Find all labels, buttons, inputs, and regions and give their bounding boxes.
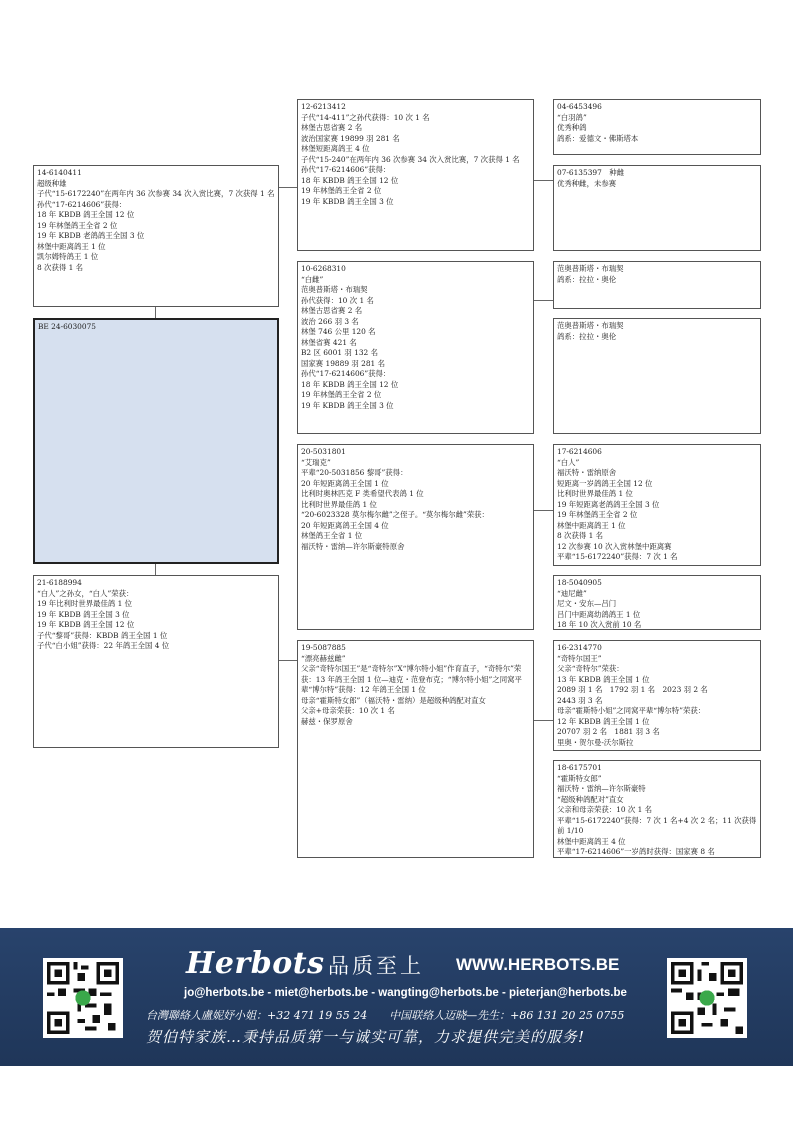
- connector: [533, 510, 553, 511]
- pedigree-line: 短距离一岁鸽鸽王全国 12 位: [557, 478, 653, 488]
- dam-sire-box: [297, 444, 534, 630]
- pedigree-line: 父亲“奇特尔”荣获：: [557, 664, 624, 673]
- pedigree-line: 福沃特・雷纳原舍: [557, 468, 617, 477]
- pedigree-line: 19 年短距离老鸽鸽王全国 3 位: [557, 499, 660, 509]
- ring-number: 18-6175701: [557, 763, 602, 772]
- connector: [155, 306, 156, 318]
- pedigree-line: 范奥普斯塔・布瑞契: [301, 285, 368, 294]
- sdd-box: [553, 318, 761, 434]
- pedigree-line: 国家赛 19889 羽 281 名: [301, 358, 385, 368]
- footer-banner: [0, 928, 793, 1066]
- pedigree-line: 林堡中距离鸽王 4 位: [557, 836, 626, 846]
- dds-box: [553, 640, 761, 751]
- pedigree-line: 孙代“17-6214606”获得：: [301, 369, 391, 378]
- pedigree-line: 12 次参赛 10 次入赏林堡中距离赛: [557, 541, 672, 551]
- pedigree-line: 19 年 KBDB 鸽王全国 3 位: [301, 400, 394, 410]
- pedigree-line: 林堡中距离鸽王 1 位: [37, 241, 106, 251]
- connector: [533, 720, 553, 721]
- pedigree-line: 平辈“15-6172240”获得：7 次 1 名: [557, 552, 678, 561]
- pedigree-line: 父亲和母亲荣获：10 次 1 名: [557, 805, 653, 814]
- pedigree-line: 母亲“霍斯特小姐”之同窝平辈“博尔特”荣获：: [557, 706, 706, 715]
- pedigree-line: 母亲“霍斯特女郎”（福沃特・雷纳）是超级种鸽配对直女: [301, 695, 486, 705]
- pedigree-line: “艾瑞克”: [301, 457, 331, 467]
- pedigree-line: 林堡短距离鸽王 4 位: [301, 144, 370, 153]
- dss-box: [553, 444, 761, 566]
- pedigree-line: 18 年 10 次入赏前 10 名: [557, 620, 642, 629]
- pedigree-line: 2089 羽 1 名 1792 羽 1 名 2023 羽 2 名: [557, 685, 708, 694]
- pedigree-line: 平辈“17-6214606”一岁鸽时获得：国家赛 8 名: [557, 847, 715, 856]
- pedigree-line: 孙代“17-6214606”获得：: [37, 199, 127, 209]
- qr-code-icon: [43, 958, 123, 1038]
- dsd-box: [553, 575, 761, 630]
- pedigree-line: 孙代“17-6214606”获得：: [301, 165, 391, 174]
- motto: 贺伯特家族…秉持品质第一与诚实可靠，力求提供完美的服务!: [146, 1028, 586, 1046]
- pedigree-line: 19 年 KBDB 鸽王全国 3 位: [301, 196, 394, 206]
- ring-number: 16-2314770: [557, 643, 602, 652]
- pedigree-line: 19 年林堡鸽王全省 2 位: [301, 186, 382, 195]
- pedigree-line: 18 年 KBDB 鸽王全国 12 位: [301, 379, 399, 389]
- pedigree-line: 比利时世界最佳鸽 1 位: [557, 489, 633, 498]
- sire-box: [33, 165, 279, 307]
- pedigree-line: 波治 266 羽 3 名: [301, 316, 359, 326]
- pedigree-line: 优秀种雌，未参赛: [557, 178, 617, 188]
- ring-number: 18-5040905: [557, 578, 602, 587]
- ring-number: 10-6268310: [301, 264, 346, 273]
- pedigree-line: 父亲+母亲荣获：10 次 1 名: [301, 706, 395, 715]
- pedigree-line: 吕门中距离幼鸽鸽王 1 位: [557, 609, 641, 619]
- wechat-qr-code-icon: [667, 958, 747, 1038]
- ring-number: 17-6214606: [557, 447, 602, 456]
- pedigree-line: 19 年林堡鸽王全省 2 位: [37, 220, 118, 230]
- ddd-box: [553, 760, 761, 858]
- pedigree-line: “漂亮赫兹雌”: [301, 653, 346, 663]
- pedigree-line: “白雌”: [301, 274, 324, 284]
- ring-number: 范奥普斯塔・布瑞契: [557, 264, 624, 273]
- ring-number: 14-6140411: [37, 168, 82, 177]
- pedigree-line: 父亲“奇特尔国王”是“奇特尔”X“博尔特小姐”作育直子，“奇特尔”荣获：13 年鸽王全国 1 位—迪克・范登布克；“博尔特小姐”之同窝平辈“博尔特”获得：12 年鸽王全国 1 位: [301, 664, 522, 694]
- pedigree-line: 平辈“15-6172240”获得：7 次 1 名+4 次 2 名；11 次获得前 1/10: [557, 815, 757, 835]
- pedigree-line: 孙代获得：10 次 1 名: [301, 295, 374, 305]
- sss-box: [553, 99, 761, 155]
- pedigree-line: “霍斯特女郎”: [557, 773, 602, 783]
- phone-contacts: 台灣聯絡人盧妮妤小姐：+32 471 19 55 24 中国联络人迈晓—先生：+86 131 20 25 0755: [146, 1009, 625, 1022]
- pedigree-line: 20707 羽 2 名 1881 羽 3 名: [557, 727, 660, 736]
- ring-number: 范奥普斯塔・布瑞契: [557, 321, 624, 330]
- pedigree-line: 19 年 KBDB 鸽王全国 3 位: [37, 609, 130, 619]
- pedigree-line: 18 年 KBDB 鸽王全国 12 位: [37, 210, 135, 219]
- pedigree-line: 尼文・安东—吕门: [557, 599, 617, 608]
- pedigree-line: 福沃特・雷纳—许尔斯豪特: [557, 784, 646, 793]
- ring-number: 12-6213412: [301, 102, 346, 111]
- pedigree-line: 18 年 KBDB 鸽王全国 12 位: [301, 175, 399, 185]
- pedigree-line: 鸽系：爱德文・佛斯塔本: [557, 133, 639, 143]
- ring-number: 04-6453496: [557, 102, 602, 111]
- connector: [278, 187, 298, 188]
- pedigree-line: “超级种鸽配对”直女: [557, 794, 624, 804]
- pedigree-line: B2 区 6001 羽 132 名: [301, 348, 378, 357]
- pedigree-line: 林堡鸽王全省 1 位: [301, 531, 363, 540]
- pedigree-line: 凯尔姆特鸽王 1 位: [37, 252, 99, 261]
- pedigree-line: “20-6023328 莫尔梅尔雌”之侄子。“莫尔梅尔雌”荣获：: [301, 510, 489, 519]
- pedigree-line: 子代“15-240”在两年内 36 次参赛 34 次入赏比赛，7 次获得 1 名: [301, 154, 520, 164]
- pedigree-line: 林堡古思省赛 2 名: [301, 123, 363, 132]
- pedigree-line: 比利时世界最佳鸽 1 位: [301, 499, 377, 509]
- sds-box: [553, 261, 761, 309]
- pedigree-line: 里奥・贺尔曼-沃尔斯拉: [557, 737, 634, 747]
- pedigree-line: 19 年林堡鸽王全省 2 位: [301, 390, 382, 399]
- ring-number: 20-5031801: [301, 447, 346, 456]
- email-contacts[interactable]: jo@herbots.be - miet@herbots.be - wangting@herbots.be - pieterjan@herbots.be: [184, 987, 627, 999]
- pedigree-line: 鸽系：拉拉・奥伦: [557, 331, 617, 341]
- slogan: 品质至上: [328, 954, 424, 978]
- sire-sire-box: [297, 99, 534, 251]
- pedigree-line: “白羽鸽”: [557, 112, 587, 122]
- pedigree-line: 2443 羽 3 名: [557, 695, 603, 705]
- pedigree-line: 波治国家赛 19899 羽 281 名: [301, 133, 400, 143]
- pedigree-line: 19 年 KBDB 鸽王全国 12 位: [37, 620, 135, 629]
- pedigree-line: 8 次获得 1 名: [37, 262, 84, 272]
- pedigree-line: 超级种雄: [37, 178, 67, 188]
- pedigree-line: “奇特尔国王”: [557, 653, 602, 663]
- dam-box: [33, 575, 279, 748]
- herbots-logo: Herbots: [186, 946, 325, 981]
- connector: [533, 300, 553, 301]
- pedigree-line: 福沃特・雷纳—许尔斯豪特原舍: [301, 541, 405, 551]
- sire-dam-box: [297, 261, 534, 434]
- pedigree-line: 20 年短距离鸽王全国 1 位: [301, 478, 389, 488]
- pedigree-line: 林堡古思省赛 2 名: [301, 306, 363, 315]
- pedigree-line: “迪尼雌”: [557, 588, 587, 598]
- pedigree-line: 13 年 KBDB 鸽王全国 1 位: [557, 674, 650, 684]
- pedigree-line: 子代“14-411”之孙代获得：10 次 1 名: [301, 112, 430, 122]
- pedigree-line: 8 次获得 1 名: [557, 531, 604, 540]
- dam-dam-box: [297, 640, 534, 858]
- pedigree-line: “白人”: [557, 457, 580, 467]
- pedigree-line: 林堡 746 公里 120 名: [301, 327, 376, 336]
- pedigree-line: 20 年短距离鸽王全国 4 位: [301, 520, 389, 530]
- pedigree-line: 12 年 KBDB 鸽王全国 1 位: [557, 716, 650, 726]
- pedigree-line: 平辈“20-5031856 黎哥”获得：: [301, 468, 408, 477]
- ring-number: 07-6135397 种雌: [557, 168, 624, 177]
- ring-number: 19-5087885: [301, 643, 346, 652]
- pedigree-line: 子代“白小姐”获得：22 年鸽王全国 4 位: [37, 641, 170, 650]
- ssd-box: [553, 165, 761, 251]
- pedigree-line: 林堡省赛 421 名: [301, 337, 357, 347]
- subject-box: [33, 318, 279, 564]
- pedigree-line: 比利时奥林匹克 F 类希望代表鸽 1 位: [301, 489, 424, 498]
- pedigree-line: 林堡中距离鸽王 1 位: [557, 520, 626, 530]
- website-link[interactable]: WWW.HERBOTS.BE: [456, 955, 620, 974]
- pedigree-line: 优秀种鸽: [557, 123, 587, 132]
- ring-number: 21-6188994: [37, 578, 82, 587]
- pedigree-line: “白人”之孙女，“白人”荣获：: [37, 588, 134, 598]
- pedigree-line: 19 年 KBDB 老鸽鸽王全国 3 位: [37, 231, 145, 240]
- pedigree-line: 子代“黎哥”获得：KBDB 鸽王全国 1 位: [37, 630, 168, 640]
- connector: [278, 660, 298, 661]
- pedigree-line: 鸽系：拉拉・奥伦: [557, 274, 617, 284]
- pedigree-line: 19 年林堡鸽王全省 2 位: [557, 510, 638, 519]
- pedigree-line: 子代“15-6172240”在两年内 36 次参赛 34 次入赏比赛，7 次获得 1 名: [37, 189, 275, 198]
- subject-ring: BE 24-6030075: [38, 322, 96, 331]
- connector: [533, 180, 553, 181]
- pedigree-line: 19 年比利时世界最佳鸽 1 位: [37, 599, 133, 608]
- pedigree-line: 赫兹・保罗原舍: [301, 716, 353, 726]
